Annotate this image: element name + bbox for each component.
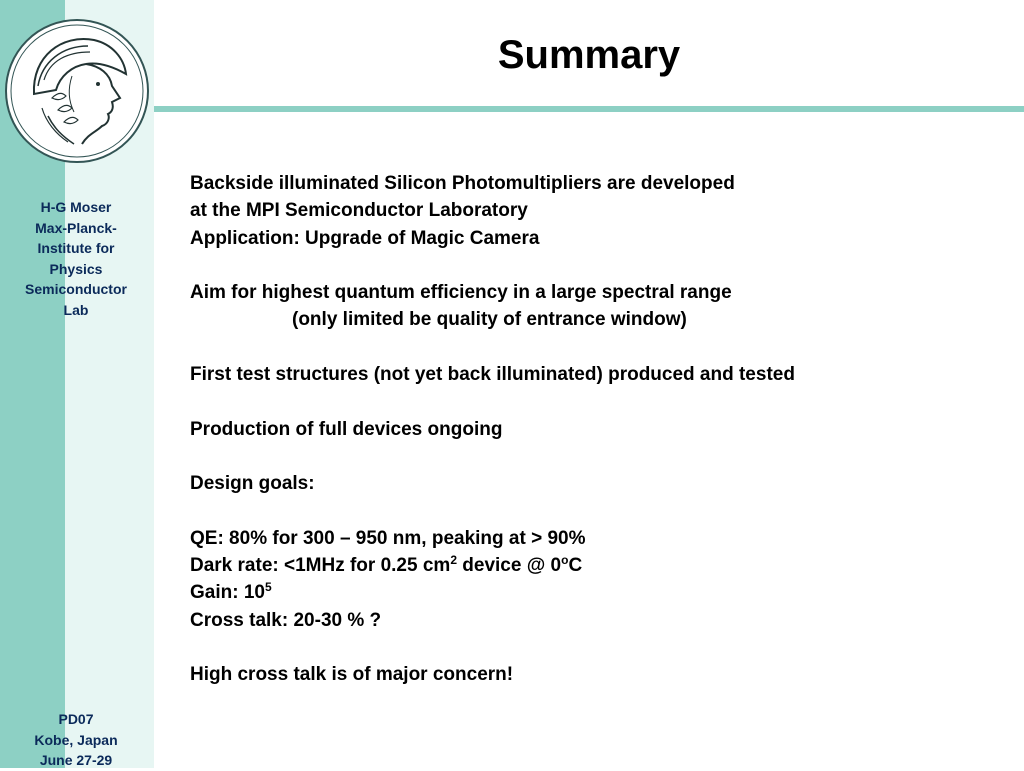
content-line: QE: 80% for 300 – 950 nm, peaking at > 90% — [190, 527, 586, 549]
footer-line: Kobe, Japan — [34, 731, 118, 748]
blank-line — [190, 443, 1010, 470]
slide-content — [190, 170, 1010, 689]
blank-line — [190, 634, 1010, 661]
superscript: 2 — [450, 553, 457, 568]
sidebar-footer — [0, 709, 152, 771]
dark-rate-text: C — [568, 555, 583, 577]
footer-line: June 27-29 — [39, 752, 113, 768]
blank-line — [190, 388, 1010, 415]
affiliation-line: H-G Moser — [40, 199, 112, 215]
affiliation-line: Semiconductor — [25, 281, 127, 297]
content-line: Aim for highest quantum efficiency in a large spectral range — [190, 282, 732, 304]
blank-line — [190, 252, 1010, 279]
dark-rate-text: device @ 0 — [457, 555, 562, 577]
content-line: at the MPI Semiconductor Laboratory — [190, 200, 528, 222]
slide-title: Summary — [497, 33, 681, 77]
sidebar-affiliation — [0, 197, 152, 320]
dark-rate-line — [190, 552, 1010, 579]
gain-line — [190, 579, 1010, 606]
content-line: Application: Upgrade of Magic Camera — [190, 227, 540, 249]
affiliation-line: Institute for — [37, 240, 115, 256]
blank-line — [190, 334, 1010, 361]
superscript: 5 — [264, 580, 272, 595]
blank-line — [190, 498, 1010, 525]
content-line: First test structures (not yet back illuminated) produced and tested — [190, 364, 795, 386]
superscript: o — [561, 553, 569, 568]
content-line: High cross talk is of major concern! — [190, 664, 514, 686]
dark-rate-text: Dark rate: <1MHz for 0.25 cm — [190, 555, 451, 577]
minerva-head-logo-icon — [2, 16, 152, 166]
gain-text: Gain: 10 — [190, 582, 265, 604]
content-line: Cross talk: 20-30 % ? — [190, 609, 382, 631]
affiliation-line: Physics — [49, 260, 103, 277]
affiliation-line: Lab — [63, 301, 89, 318]
content-line: Production of full devices ongoing — [190, 418, 503, 440]
title-divider — [154, 106, 1024, 112]
footer-line: PD07 — [58, 711, 94, 727]
affiliation-line: Max-Planck- — [35, 219, 117, 236]
content-line: Design goals: — [190, 473, 315, 495]
content-line: Backside illuminated Silicon Photomultipliers are developed — [190, 173, 735, 194]
content-line-indented: (only limited be quality of entrance window) — [292, 309, 687, 331]
